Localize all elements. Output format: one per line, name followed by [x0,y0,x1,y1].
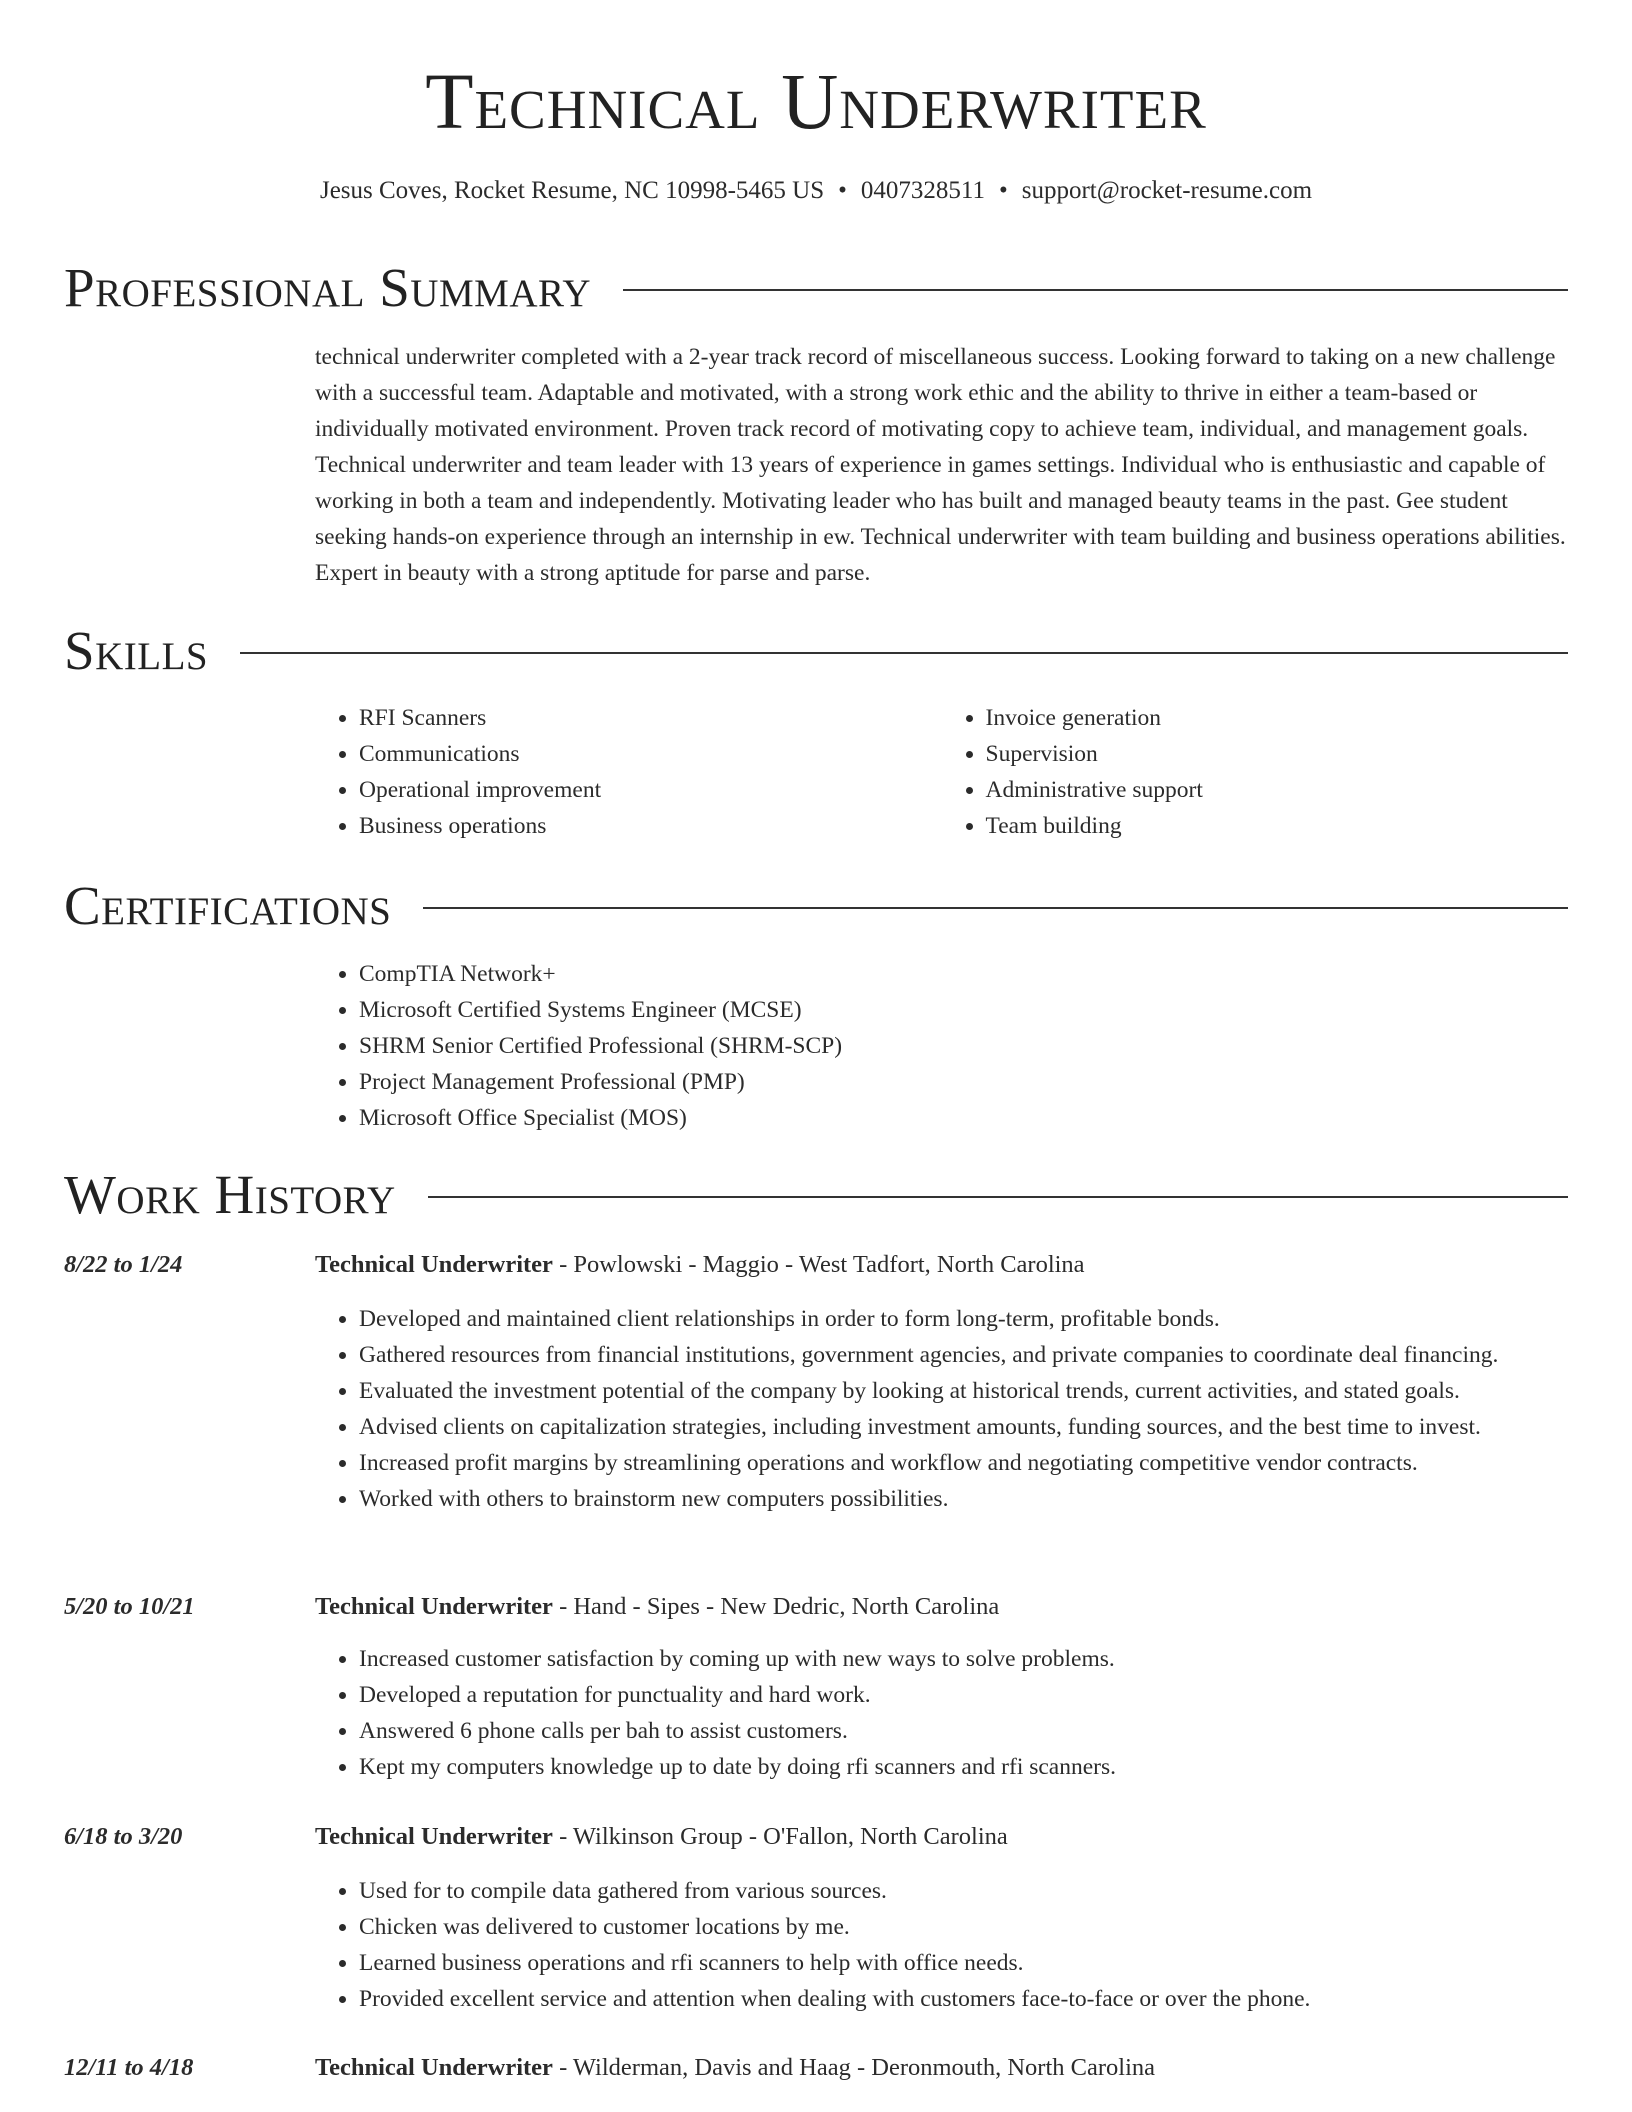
job-employer: - Hand - Sipes - New Dedric, North Carolina [552,1593,1000,1620]
skill-item: • Supervision [986,736,1569,772]
job-duties-list [315,1873,1568,2017]
summary-body [315,339,1568,591]
job-duties-list [315,1641,1568,1785]
job-duties-list [315,1301,1568,1517]
job-dates: 12/11 to 4/18 [64,2054,194,2081]
skill-item: • Administrative support [986,772,1569,808]
job-duty-item: • Worked with others to brainstorm new computers possibilities. [359,1481,1568,1517]
section-divider [428,1196,1568,1198]
certifications-body [315,956,1568,1136]
contact-separator: • [838,177,847,204]
certification-item: • Microsoft Office Specialist (MOS) [359,1100,1568,1136]
work-history-heading: Work History [64,1164,396,1225]
job-dates: 6/18 to 3/20 [64,1823,183,1850]
job-duty-item: • Provided excellent service and attention when dealing with customers face-to-face or over the phone. [359,1981,1568,2017]
job-duty-item: • Used for to compile data gathered from various sources. [359,1873,1568,1909]
job-duty-item: • Evaluated the investment potential of the company by looking at historical trends, current activities, and stated goals. [359,1373,1568,1409]
section-divider [623,289,1568,291]
skills-section-header [64,616,1568,686]
skill-item: • Communications [359,736,942,772]
job-duty-item: • Learned business operations and rfi scanners to help with office needs. [359,1945,1568,1981]
section-divider [423,907,1568,909]
job-title: Technical Underwriter [315,1251,553,1278]
section-divider [240,652,1568,654]
job-heading [315,2050,1568,2086]
job-employer: - Powlowski - Maggio - West Tadfort, North Carolina [552,1251,1085,1278]
job-duty-item: • Increased profit margins by streamlining operations and workflow and negotiating competitive vendor contracts. [359,1445,1568,1481]
contact-line [64,174,1568,208]
job-duty-item: • Developed a reputation for punctuality and hard work. [359,1677,1568,1713]
summary-text: technical underwriter completed with a 2-year track record of miscellaneous success. Looking forward to taking on a new challenge with a successful team. Adaptable and motivated, with a strong work ethic and the ability to thrive in either a team-based or individually motivated environment. Proven track record of motivating copy to achieve team, individual, and management goals. Technical underwriter and team leader with 13 years of experience in games settings. Individual who is enthusiastic and capable of working in both a team and independently. Motivating leader who has built and managed beauty teams in the past. Gee student seeking hands-on experience through an internship in ew. Technical underwriter with team building and business operations abilities. Expert in beauty with a strong aptitude for parse and parse. [315,344,1566,586]
job-duty-item: • Increased customer satisfaction by coming up with new ways to solve problems. [359,1641,1568,1677]
job-employer: - Wilderman, Davis and Haag - Deronmouth, North Carolina [552,2054,1155,2081]
contact-separator: • [998,177,1008,204]
job-title: Technical Underwriter [315,1593,553,1620]
job-duty-item: • Advised clients on capitalization strategies, including investment amounts, funding sources, and the best time to invest. [359,1409,1568,1445]
certification-item: • Microsoft Certified Systems Engineer (MCSE) [359,992,1568,1028]
certification-item: • CompTIA Network+ [359,956,1568,992]
skills-left-list [315,700,942,844]
job-heading [315,1247,1568,1283]
resume-title: Technical Underwriter [425,59,1207,146]
summary-heading: Professional Summary [64,257,592,318]
contact-email: support@rocket-resume.com [1021,177,1313,204]
skill-item: • Invoice generation [986,700,1569,736]
certification-item: • Project Management Professional (PMP) [359,1064,1568,1100]
job-dates: 8/22 to 1/24 [64,1251,183,1278]
skills-grid [315,700,1568,844]
job-duty-item: • Developed and maintained client relationships in order to form long-term, profitable bonds. [359,1301,1568,1337]
job-duties [315,1301,1568,1517]
skills-heading: Skills [64,620,209,681]
job-employer: - Wilkinson Group - O'Fallon, North Carolina [552,1823,1008,1850]
contact-address: Jesus Coves, Rocket Resume, NC 10998-5465 US [319,177,825,204]
contact-phone: 0407328511 [860,177,985,204]
job-duties [315,1873,1568,2017]
job-duties [315,1641,1568,1785]
certifications-section-header [64,871,1568,941]
certifications-heading: Certifications [64,875,392,936]
skill-item: • Team building [986,808,1569,844]
job-duty-item: • Chicken was delivered to customer locations by me. [359,1909,1568,1945]
certification-item: • SHRM Senior Certified Professional (SHRM-SCP) [359,1028,1568,1064]
skill-item: • Business operations [359,808,942,844]
job-title: Technical Underwriter [315,1823,553,1850]
job-dates: 5/20 to 10/21 [64,1593,195,1620]
job-duty-item: • Answered 6 phone calls per bah to assist customers. [359,1713,1568,1749]
work-history-section-header [64,1160,1568,1230]
certifications-list [315,956,1568,1136]
skill-item: • RFI Scanners [359,700,942,736]
job-heading [315,1589,1568,1625]
job-duty-item: • Kept my computers knowledge up to date by doing rfi scanners and rfi scanners. [359,1749,1568,1785]
job-title: Technical Underwriter [315,2054,553,2081]
job-heading [315,1819,1568,1855]
job-duty-item: • Gathered resources from financial institutions, government agencies, and private companies to coordinate deal financing. [359,1337,1568,1373]
summary-section-header [64,253,1568,323]
skills-right-list [942,700,1569,844]
skill-item: • Operational improvement [359,772,942,808]
